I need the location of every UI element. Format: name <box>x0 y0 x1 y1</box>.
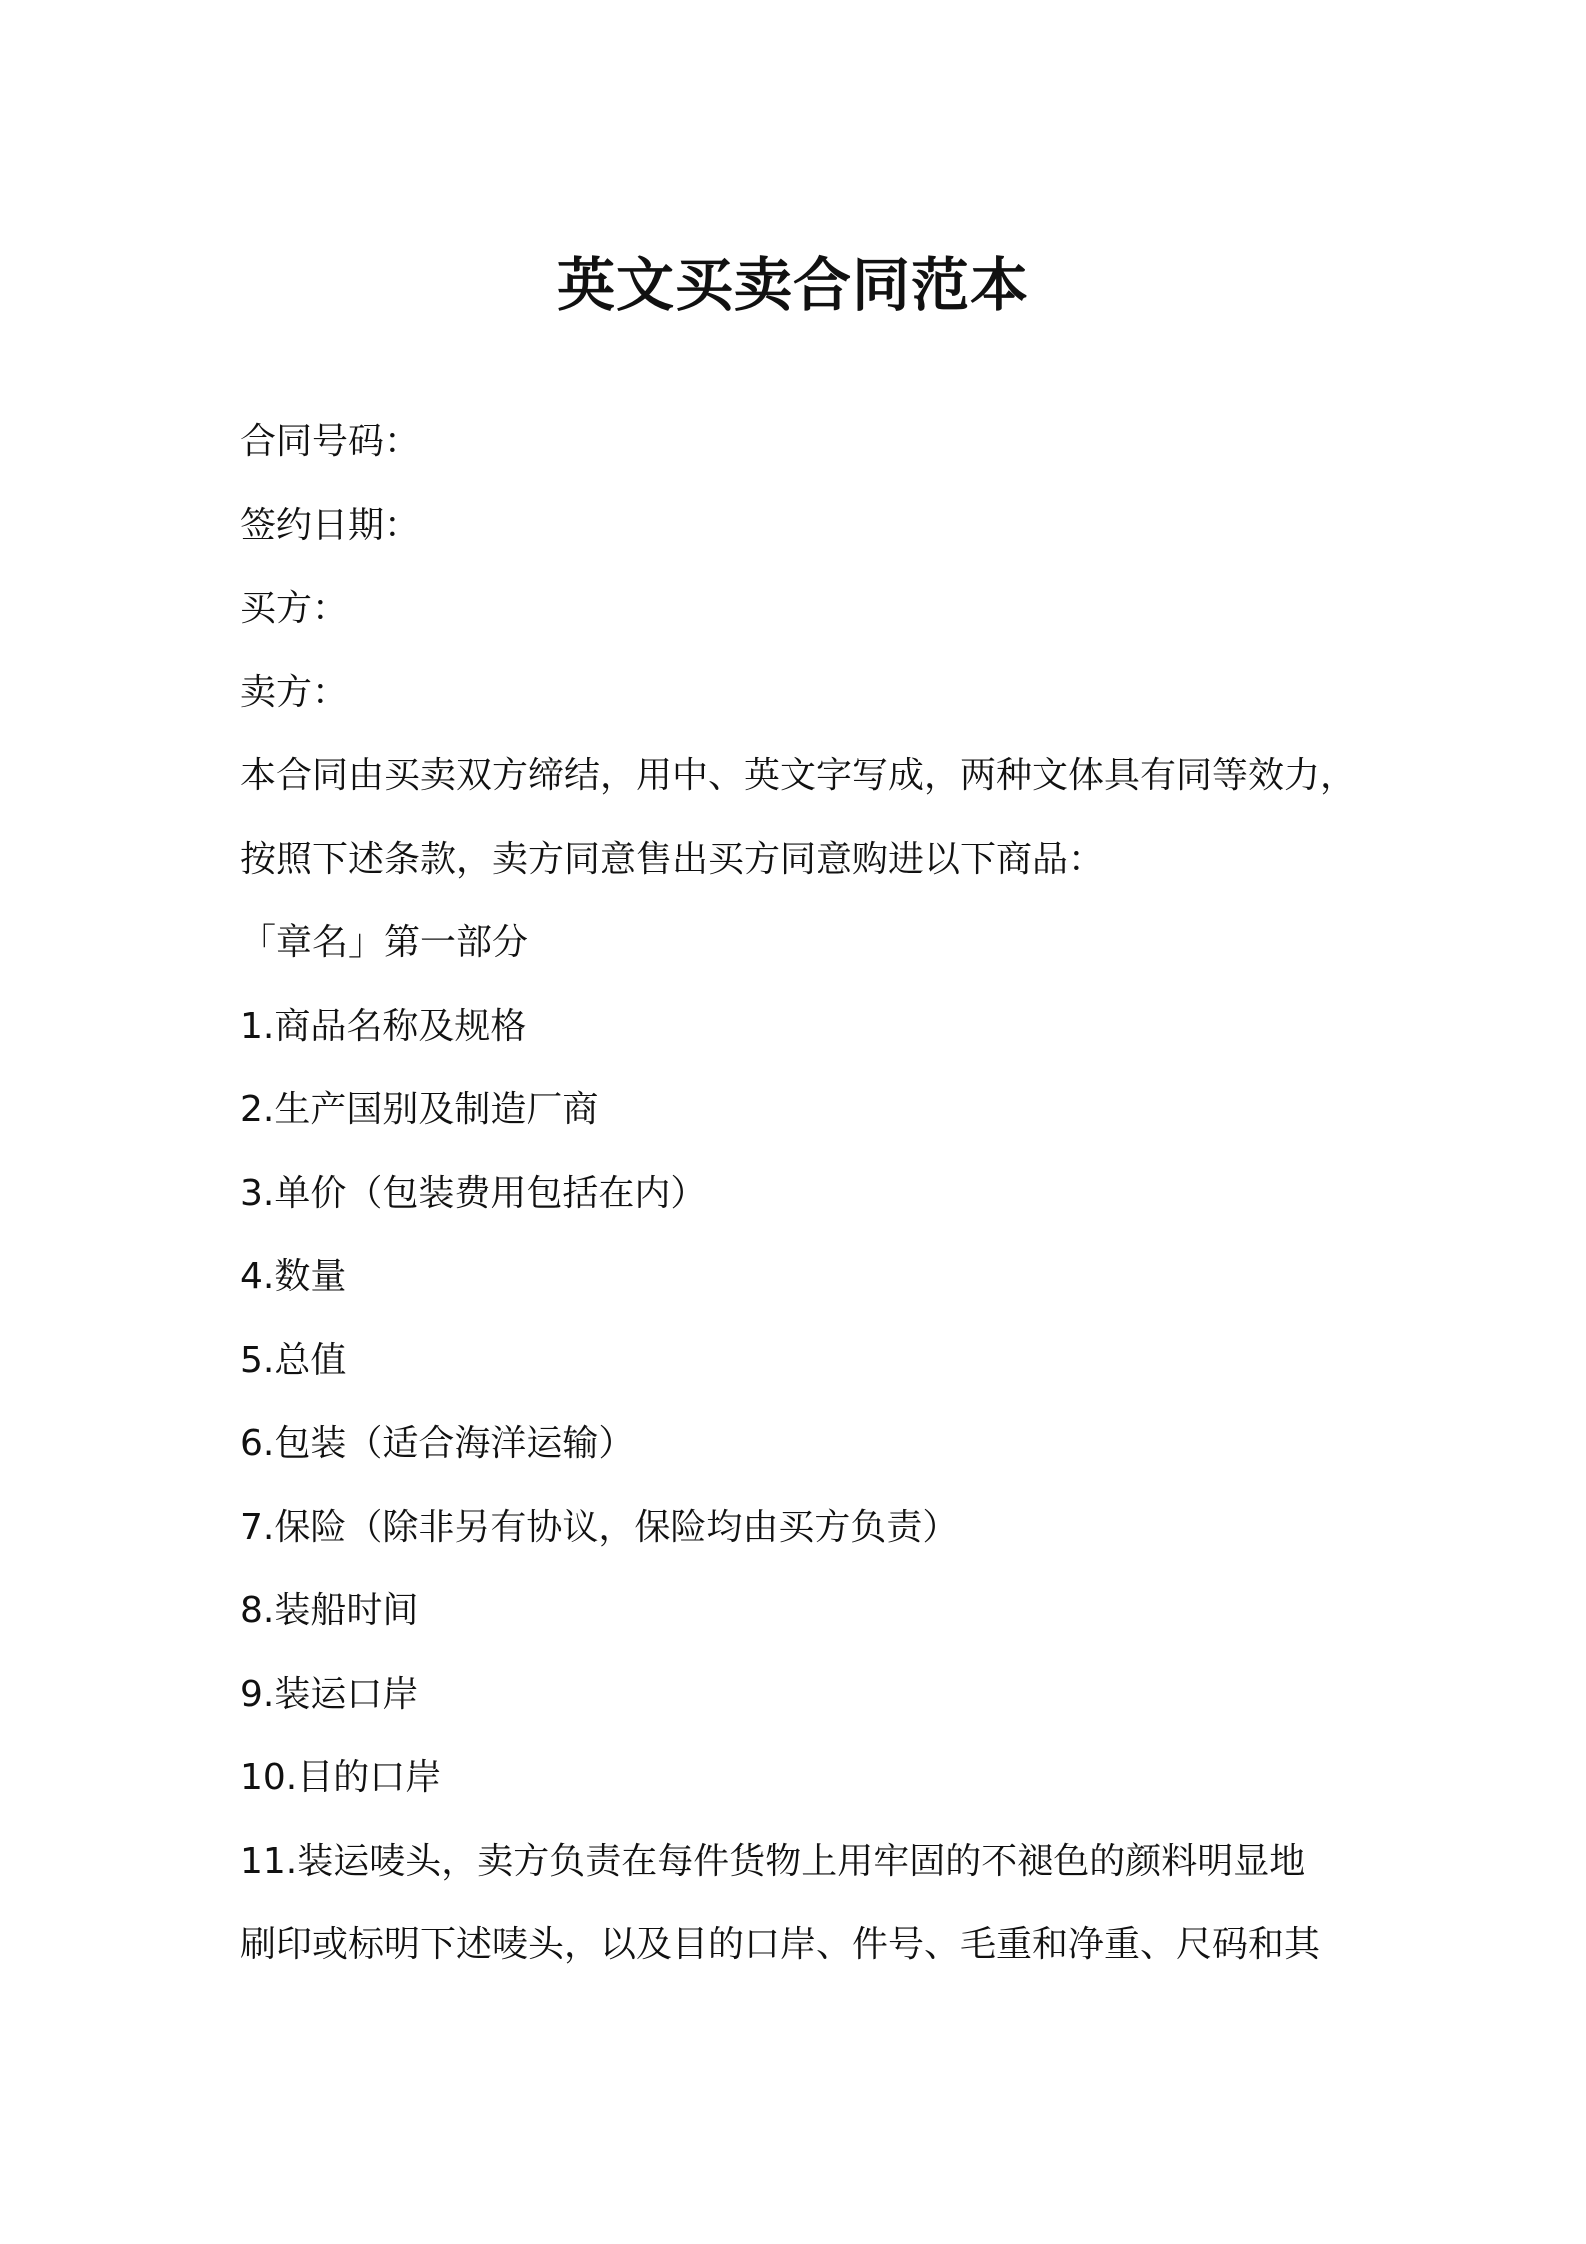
clause-item: 7.保险（除非另有协议，保险均由买方负责） <box>240 1506 959 1548</box>
clause-item: 10.目的口岸 <box>240 1757 442 1798</box>
document-body <box>240 400 1360 1987</box>
clause-item: 4.数量 <box>240 1256 347 1297</box>
paragraph-line: 本合同由买卖双方缔结，用中、英文字写成，两种文体具有同等效力， <box>240 755 1357 796</box>
seller-line: 卖方： <box>240 671 349 713</box>
document-title: 英文买卖合同范本 <box>556 250 1029 319</box>
clause-item: 6.包装（适合海洋运输） <box>240 1423 635 1464</box>
clause-item: 9.装运口岸 <box>240 1673 419 1715</box>
chapter-heading: 「章名」第一部分 <box>240 922 529 963</box>
clause-item: 3.单价（包装费用包括在内） <box>240 1172 707 1214</box>
contract-number-line: 合同号码： <box>240 421 421 462</box>
signing-date-line: 签约日期： <box>240 504 421 546</box>
clause-item: 11.装运唛头，卖方负责在每件货物上用牢固的不褪色的颜料明显地 <box>240 1840 1306 1882</box>
clause-item: 5.总值 <box>240 1339 347 1381</box>
clause-item: 1.商品名称及规格 <box>240 1005 527 1047</box>
paragraph-line: 按照下述条款，卖方同意售出买方同意购进以下商品： <box>240 838 1105 880</box>
clause-item: 8.装船时间 <box>240 1590 419 1631</box>
clause-item-continuation: 刷印或标明下述唛头，以及目的口岸、件号、毛重和净重、尺码和其 <box>240 1924 1321 1965</box>
clause-item: 2.生产国别及制造厂商 <box>240 1089 599 1130</box>
buyer-line: 买方： <box>240 588 349 629</box>
